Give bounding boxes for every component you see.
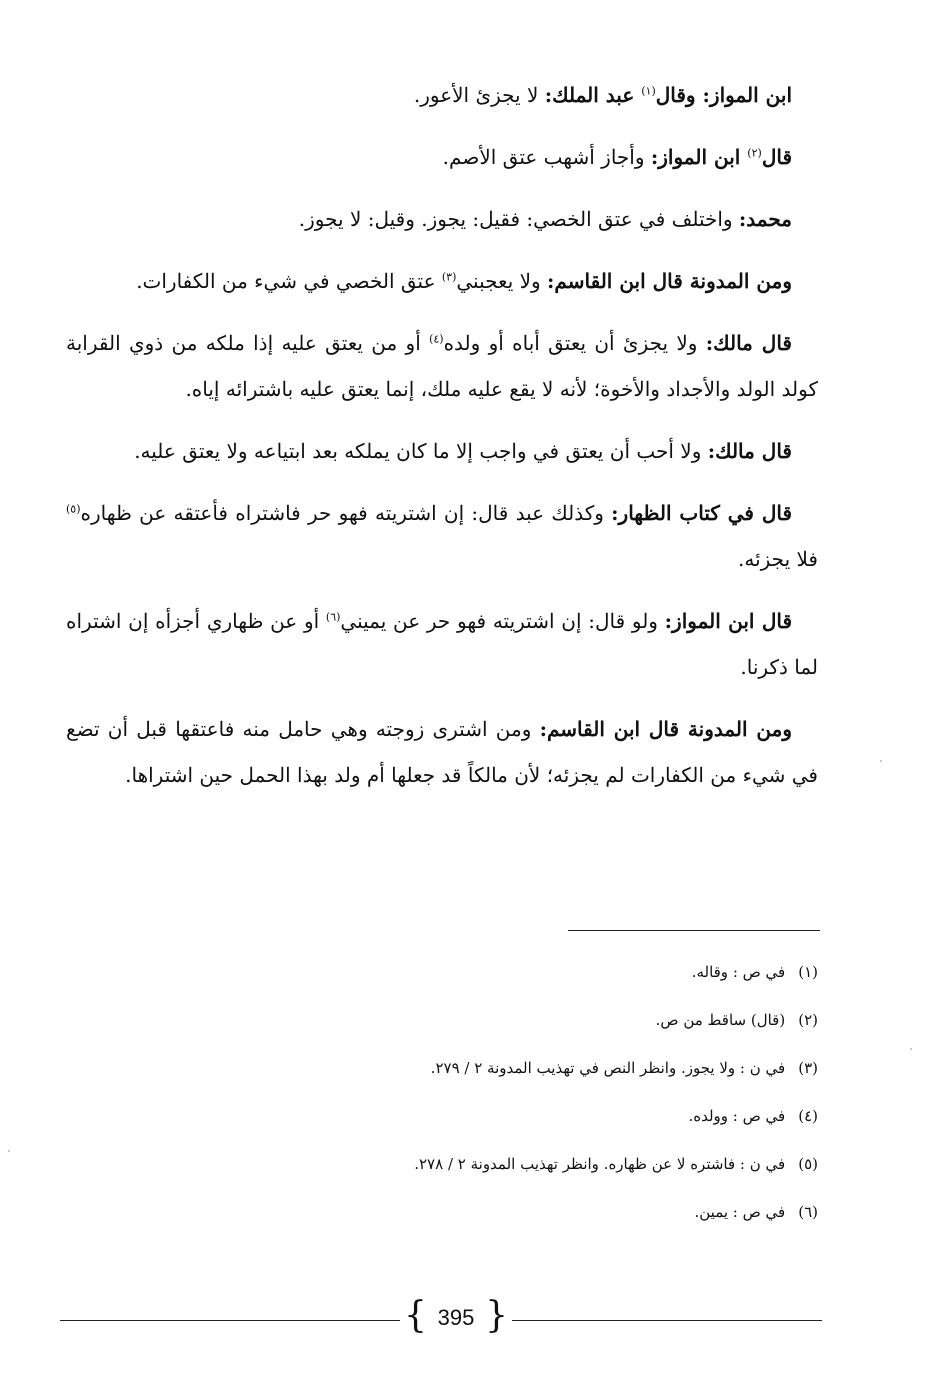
paragraph-2 [66, 134, 818, 180]
footnote-number: (١) [798, 963, 818, 981]
paragraph-text-cont: عتق الخصي في شيء من الكفارات. [136, 269, 442, 293]
paragraph-lead: قال مالك: [705, 331, 792, 355]
footnote-number: (٥) [798, 1155, 818, 1173]
paragraph-text: وكذلك عبد قال: إن اشتريته فهو حر فاشتراه فأعتقه عن ظهاره [80, 501, 612, 525]
paragraph-lead: ومن المدونة قال ابن القاسم: [547, 269, 792, 293]
footnote-text: في ص : وولده. [688, 1107, 786, 1125]
paragraph-text: ولو قال: إن اشتريته فهو حر عن يميني [340, 609, 665, 633]
footnote-number: (٦) [798, 1203, 818, 1221]
footer-rule-right [512, 1320, 822, 1321]
paragraph-text: واختلف في عتق الخصي: فقيل: يجوز. وقيل: لا يجوز. [298, 207, 739, 231]
paragraph-6 [66, 428, 818, 474]
footnote-text: (قال) ساقط من ص. [655, 1011, 786, 1029]
footnote-number: (٤) [798, 1107, 818, 1125]
main-text [66, 72, 818, 814]
footnote-item [300, 1200, 818, 1224]
paragraph-lead: محمد: [738, 207, 792, 231]
paragraph-lead: ابن المواز: وقال [655, 83, 792, 107]
paragraph-lead-cont: ابن المواز: [650, 145, 748, 169]
paragraph-text-cont: أو من يعتق عليه إذا ملكه من ذوي القرابة كولد الولد والأجداد والأخوة؛ لأنه لا يقع عليه ملك، إنما يعتق عليه باشترائه إياه. [66, 331, 818, 401]
footnote-text: في ص : يمين. [694, 1203, 786, 1221]
paragraph-text-cont: فلا يجزئه. [737, 547, 818, 571]
paragraph-7 [66, 490, 818, 582]
paragraph-text: ولا أحب أن يعتق في واجب إلا ما كان يملكه بعد ابتياعه ولا يعتق عليه. [134, 439, 708, 463]
paragraph-3 [66, 196, 818, 242]
paragraph-9 [66, 706, 818, 798]
footnote-item [300, 1152, 818, 1176]
footnote-ref[interactable]: (٤) [429, 332, 444, 346]
paragraph-text: ولا يجزئ أن يعتق أباه أو ولده [443, 331, 706, 355]
footnote-item [300, 1008, 818, 1032]
paragraph-text-cont: أو عن ظهاري أجزأه إن اشتراه لما ذكرنا. [66, 609, 818, 679]
paragraph-text: لا يجزئ الأعور. [413, 83, 545, 107]
paragraph-lead: قال [761, 145, 792, 169]
scan-speck [910, 1048, 912, 1050]
paragraph-lead: قال في كتاب الظهار: [611, 501, 792, 525]
footnote-ref[interactable]: (٣) [441, 270, 457, 284]
footnote-text: في ص : وقاله. [691, 963, 786, 981]
footnote-ref[interactable]: (١) [641, 84, 656, 98]
paragraph-5 [66, 320, 818, 412]
paragraph-lead-cont: عبد الملك: [544, 83, 642, 107]
page-number: { 395 } [398, 1296, 514, 1340]
paragraph-1 [66, 72, 818, 118]
footer-rule-left [60, 1320, 400, 1321]
footnote-item [300, 1104, 818, 1128]
footnote-item [300, 960, 818, 984]
paragraph-text: وأجاز أشهب عتق الأصم. [442, 145, 651, 169]
footnote-text: في ن : فاشتره لا عن ظهاره. وانظر تهذيب المدونة ٢ / ٢٧٨. [414, 1155, 786, 1173]
footnote-number: (٢) [798, 1011, 818, 1029]
footnote-text: في ن : ولا يجوز. وانظر النص في تهذيب المدونة ٢ / ٢٧٩. [430, 1059, 786, 1077]
scan-speck [8, 1150, 10, 1152]
footnote-item [300, 1056, 818, 1080]
footnote-number: (٣) [798, 1059, 818, 1077]
footnotes [300, 960, 818, 1248]
paragraph-text: ولا يعجبني [456, 269, 548, 293]
footnote-ref[interactable]: (٢) [747, 146, 762, 160]
paragraph-text: ومن اشترى زوجته وهي حامل منه فاعتقها قبل أن تضع في شيء من الكفارات لم يجزئه؛ لأن مالكاً قد جعلها أم ولد بهذا الحمل حين اشتراها. [66, 717, 818, 787]
page-footer [60, 1292, 822, 1352]
footnote-divider [568, 930, 820, 931]
footnote-ref[interactable]: (٦) [325, 610, 341, 624]
scan-speck [880, 760, 882, 762]
paragraph-lead: ومن المدونة قال ابن القاسم: [539, 717, 792, 741]
paragraph-8 [66, 598, 818, 690]
paragraph-4 [66, 258, 818, 304]
footnote-ref[interactable]: (٥) [66, 502, 81, 516]
paragraph-lead: قال مالك: [707, 439, 792, 463]
paragraph-lead: قال ابن المواز: [664, 609, 792, 633]
